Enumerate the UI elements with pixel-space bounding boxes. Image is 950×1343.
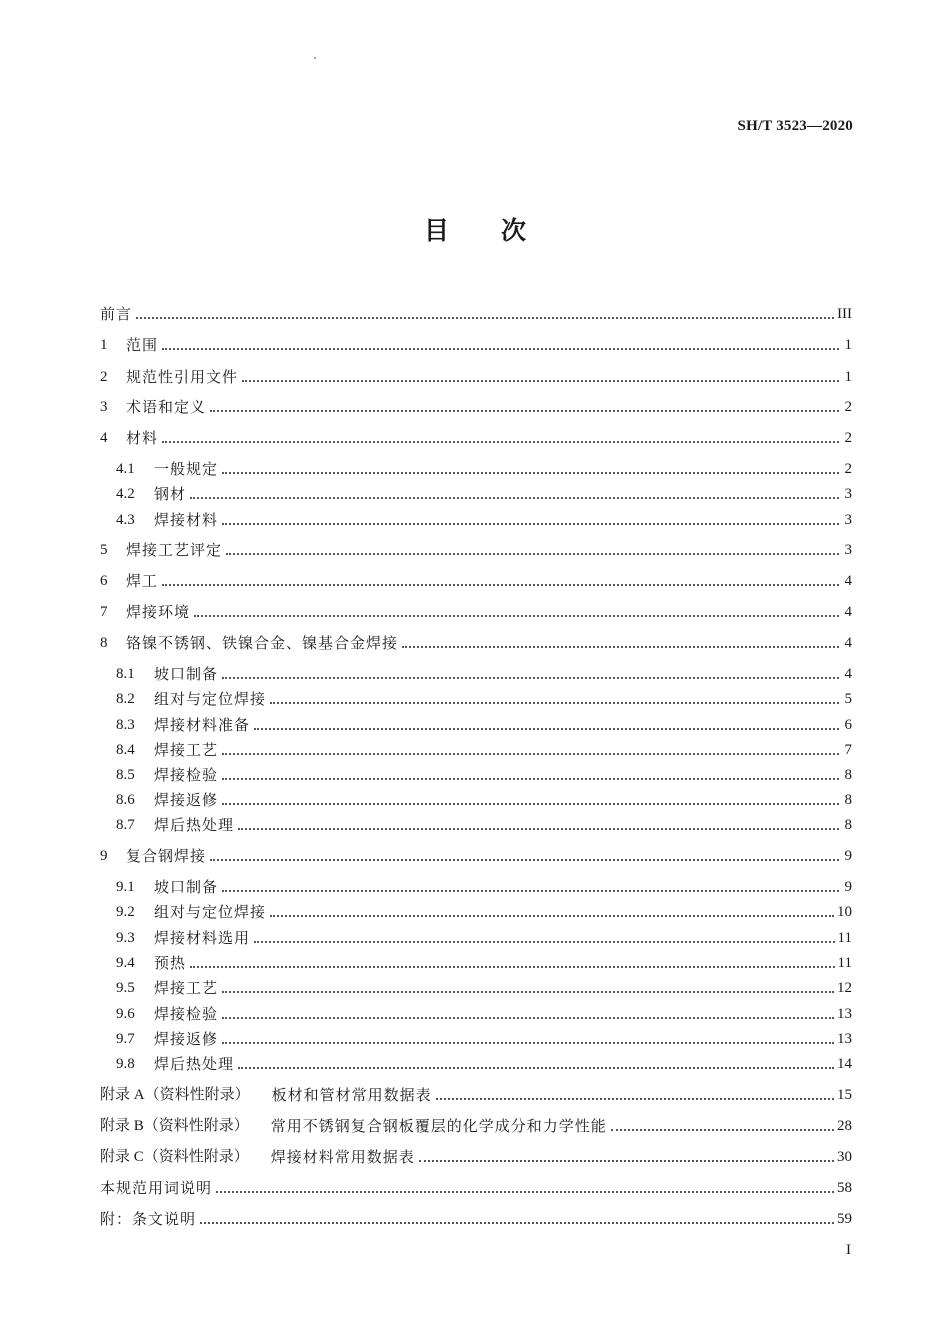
dot-leader: [222, 802, 839, 805]
dot-leader: [254, 940, 835, 943]
page-title: 目次: [423, 216, 578, 245]
toc-entry-page: 4: [844, 666, 852, 682]
toc-entry-title: 焊工: [126, 572, 159, 590]
dot-leader: [222, 1016, 834, 1019]
toc-entry-appendix-b[interactable]: [100, 1114, 852, 1136]
toc-entry-page: 3: [844, 486, 852, 502]
toc-entry-number: 7: [100, 604, 108, 620]
toc-entry-number: 4.3: [116, 512, 135, 528]
toc-entry-title: 规范性引用文件: [126, 368, 239, 386]
toc-entry-page: 2: [844, 399, 852, 415]
toc-entry-number: 附录 C（资料性附录）: [100, 1149, 249, 1165]
toc-entry-title: 板材和管材常用数据表: [271, 1086, 432, 1104]
toc-entry-page: 1: [844, 369, 852, 385]
toc-entry-5[interactable]: [100, 538, 852, 560]
toc-entry-title: 焊接工艺评定: [126, 541, 223, 559]
toc-entry-9-2[interactable]: [116, 900, 852, 922]
dot-leader: [222, 522, 839, 525]
toc-entry-page: 6: [844, 717, 852, 733]
toc-entry-9-7[interactable]: [116, 1027, 852, 1049]
dot-leader: [200, 1221, 834, 1224]
dot-leader: [222, 777, 839, 780]
toc-entry-page: 9: [844, 848, 852, 864]
toc-entry-number: 8.3: [116, 717, 135, 733]
toc-entry-page: 11: [837, 930, 852, 946]
toc-entry-appendix-a[interactable]: [100, 1083, 852, 1105]
toc-entry-wording-explanation[interactable]: [100, 1176, 852, 1198]
dot-leader: [222, 889, 839, 892]
toc-entry-page: 8: [844, 817, 852, 833]
dot-leader: [162, 347, 839, 350]
toc-entry-title: 坡口制备: [154, 878, 219, 896]
dot-leader: [190, 965, 835, 968]
toc-entry-number: 8.5: [116, 767, 135, 783]
toc-entry-title: 本规范用词说明: [100, 1179, 213, 1197]
toc-entry-title: 组对与定位焊接: [154, 903, 267, 921]
dot-leader: [436, 1097, 834, 1100]
dot-leader: [210, 409, 839, 412]
toc-entry-page: 13: [837, 1006, 852, 1022]
toc-entry-number: 8.7: [116, 817, 135, 833]
toc-entry-title: 焊接材料选用: [154, 929, 251, 947]
toc-entry-number: 3: [100, 399, 108, 415]
toc-entry-page: 8: [844, 767, 852, 783]
toc-entry-number: 9.1: [116, 879, 135, 895]
toc-entry-page: 3: [844, 512, 852, 528]
dot-leader: [254, 727, 839, 730]
toc-entry-title: 焊接返修: [154, 791, 219, 809]
dot-leader: [162, 440, 839, 443]
toc-entry-8[interactable]: [100, 631, 852, 653]
toc-entry-number: 9.4: [116, 955, 135, 971]
toc-entry-7[interactable]: [100, 600, 852, 622]
toc-entry-title: 焊接检验: [154, 766, 219, 784]
dot-leader: [162, 583, 839, 586]
toc-entry-number: 1: [100, 337, 108, 353]
toc-entry-6[interactable]: [100, 569, 852, 591]
toc-entry-number: 9.7: [116, 1031, 135, 1047]
toc-entry-page: 7: [844, 742, 852, 758]
toc-entry-8-1[interactable]: [116, 662, 852, 684]
toc-entry-number: 9: [100, 848, 108, 864]
toc-entry-number: 9.5: [116, 980, 135, 996]
dot-leader: [238, 1066, 834, 1069]
toc-entry-number: 8.2: [116, 691, 135, 707]
toc-entry-title: 预热: [154, 954, 187, 972]
toc-entry-title: 附：条文说明: [100, 1210, 197, 1228]
toc-entry-title: 组对与定位焊接: [154, 690, 267, 708]
toc-entry-page: 4: [844, 635, 852, 651]
toc-entry-title: 焊接返修: [154, 1030, 219, 1048]
dot-leader: [216, 1190, 834, 1193]
toc-entry-page: 14: [837, 1056, 852, 1072]
dot-leader: [270, 914, 834, 917]
toc-entry-4-3[interactable]: [116, 508, 852, 530]
toc-entry-page: 11: [837, 955, 852, 971]
toc-entry-8-2[interactable]: [116, 687, 852, 709]
page-number: I: [846, 1242, 851, 1258]
toc-entry-page: 9: [844, 879, 852, 895]
dot-leader: [190, 496, 839, 499]
dot-leader: [194, 614, 839, 617]
toc-entry-page: 28: [837, 1118, 852, 1134]
toc-entry-title: 术语和定义: [126, 398, 207, 416]
toc-entry-page: 8: [844, 792, 852, 808]
toc-entry-page: 30: [837, 1149, 852, 1165]
toc-entry-2[interactable]: [100, 365, 852, 387]
toc-entry-page: 15: [837, 1087, 852, 1103]
toc-entry-title: 范围: [126, 336, 159, 354]
toc-entry-9-4[interactable]: [116, 951, 852, 973]
toc-entry-appendix-c[interactable]: [100, 1145, 852, 1167]
dot-leader: [222, 676, 839, 679]
dot-leader: [222, 1041, 834, 1044]
toc-entry-number: 9.8: [116, 1056, 135, 1072]
dot-leader: [210, 858, 839, 861]
toc-entry-8-7[interactable]: [116, 813, 852, 835]
toc-entry-number: 8: [100, 635, 108, 651]
toc-entry-number: 4: [100, 430, 108, 446]
toc-entry-page: 4: [844, 604, 852, 620]
toc-entry-number: 8.1: [116, 666, 135, 682]
toc-entry-title: 一般规定: [154, 460, 219, 478]
toc-entry-title: 焊后热处理: [154, 816, 235, 834]
toc-entry-page: 4: [844, 573, 852, 589]
toc-entry-title: 焊接材料: [154, 511, 219, 529]
toc-entry-clause-explanation[interactable]: [100, 1207, 852, 1229]
toc-entry-number: 8.6: [116, 792, 135, 808]
toc-entry-number: 4.1: [116, 461, 135, 477]
toc-entry-number: 5: [100, 542, 108, 558]
toc-entry-page: 13: [837, 1031, 852, 1047]
toc-entry-page: 10: [837, 904, 852, 920]
toc-entry-9-5[interactable]: [116, 976, 852, 998]
toc-entry-number: 附录 A（资料性附录）: [100, 1087, 250, 1103]
toc-entry-page: 2: [844, 430, 852, 446]
toc-entry-9-3[interactable]: [116, 926, 852, 948]
dot-leader: [238, 827, 839, 830]
toc-entry-number: 附录 B（资料性附录）: [100, 1118, 249, 1134]
dot-leader: [419, 1159, 834, 1162]
toc-entry-8-4[interactable]: [116, 738, 852, 760]
toc-entry-page: 2: [844, 461, 852, 477]
dot-leader: [226, 552, 839, 555]
toc-entry-page: 3: [844, 542, 852, 558]
toc-entry-8-5[interactable]: [116, 763, 852, 785]
dot-leader: [222, 752, 839, 755]
dot-leader: [242, 379, 839, 382]
dot-leader: [611, 1128, 834, 1131]
toc-entry-page: 59: [837, 1211, 852, 1227]
toc-entry-title: 焊接工艺: [154, 979, 219, 997]
toc-entry-8-3[interactable]: [116, 713, 852, 735]
toc-entry-number: 6: [100, 573, 108, 589]
toc-entry-number: 4.2: [116, 486, 135, 502]
toc-entry-title: 焊接检验: [154, 1005, 219, 1023]
toc-entry-number: 9.2: [116, 904, 135, 920]
dot-leader: [136, 316, 834, 319]
toc-entry-foreword[interactable]: [100, 302, 852, 324]
toc-entry-9-1[interactable]: [116, 875, 852, 897]
toc-entry-title: 常用不锈钢复合钢板覆层的化学成分和力学性能: [270, 1117, 607, 1135]
table-of-contents: [100, 0, 852, 1343]
toc-entry-1[interactable]: [100, 333, 852, 355]
toc-entry-page: 5: [844, 691, 852, 707]
toc-entry-title: 焊接环境: [126, 603, 191, 621]
toc-entry-title: 坡口制备: [154, 665, 219, 683]
toc-entry-9[interactable]: [100, 844, 852, 866]
toc-entry-number: 9.6: [116, 1006, 135, 1022]
toc-entry-4-2[interactable]: [116, 482, 852, 504]
toc-entry-8-6[interactable]: [116, 788, 852, 810]
toc-entry-title: 焊接工艺: [154, 741, 219, 759]
toc-entry-title: 材料: [126, 429, 159, 447]
toc-entry-number: 2: [100, 369, 108, 385]
toc-entry-page: 12: [837, 980, 852, 996]
toc-entry-title: 焊接材料常用数据表: [270, 1148, 415, 1166]
toc-entry-page: 58: [837, 1180, 852, 1196]
toc-entry-3[interactable]: [100, 395, 852, 417]
toc-entry-title: 焊接材料准备: [154, 716, 251, 734]
toc-entry-4-1[interactable]: [116, 457, 852, 479]
toc-entry-number: 9.3: [116, 930, 135, 946]
toc-entry-9-8[interactable]: [116, 1052, 852, 1074]
dot-leader: [222, 471, 839, 474]
toc-entry-page: 1: [844, 337, 852, 353]
toc-entry-4[interactable]: [100, 426, 852, 448]
toc-entry-number: 8.4: [116, 742, 135, 758]
toc-entry-title: 焊后热处理: [154, 1055, 235, 1073]
dot-leader: [270, 701, 839, 704]
toc-entry-9-6[interactable]: [116, 1002, 852, 1024]
dot-leader: [222, 990, 834, 993]
toc-entry-title: 钢材: [154, 485, 187, 503]
toc-entry-title: 复合钢焊接: [126, 847, 207, 865]
toc-entry-title: 前言: [100, 305, 133, 323]
toc-entry-page: III: [837, 306, 852, 322]
standard-code: SH/T 3523—2020: [737, 118, 853, 134]
dot-leader: [402, 645, 839, 648]
toc-entry-title: 铬镍不锈钢、铁镍合金、镍基合金焊接: [126, 634, 399, 652]
